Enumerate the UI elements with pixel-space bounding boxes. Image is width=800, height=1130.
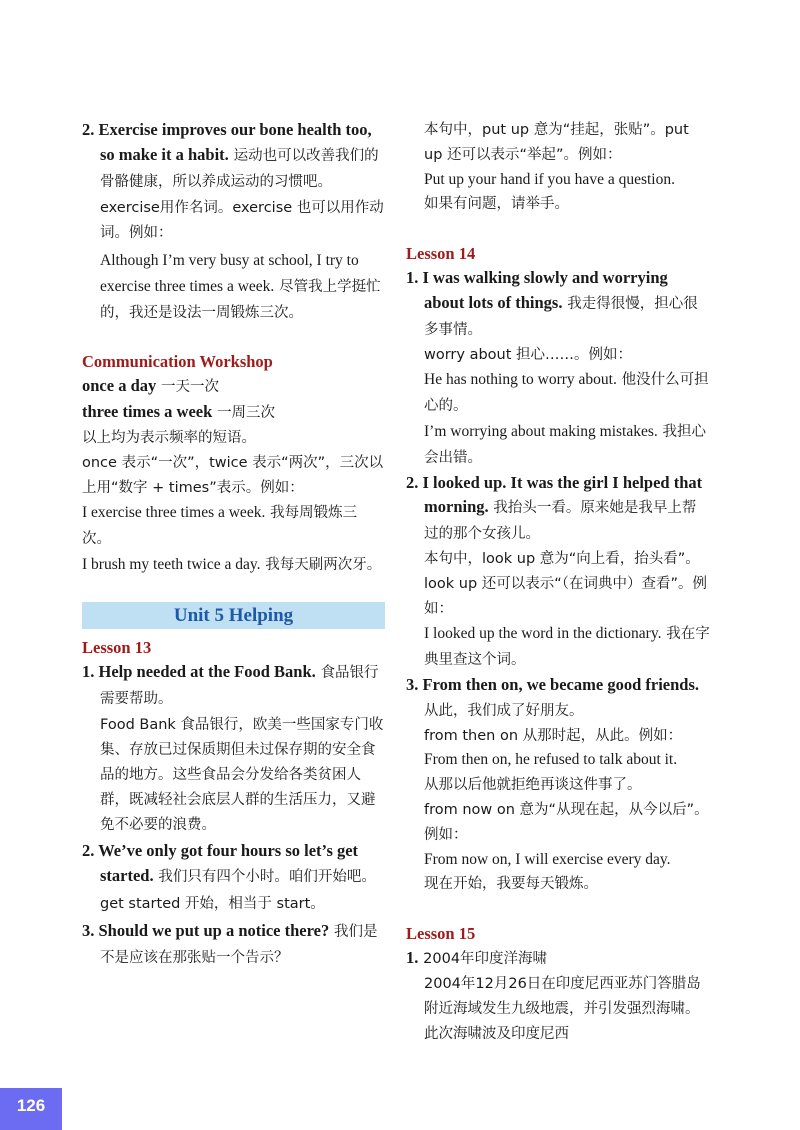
note-explanation: from then on 从那时起，从此。例如：: [424, 727, 683, 744]
example-sentence: He has nothing to worry about. 他没什么可担心的。: [424, 371, 709, 415]
unit-title-bar: Unit 5 Helping: [82, 602, 385, 629]
note-item-looked-up: 2. I looked up. It was the girl I helped that morning. 我抬头一看。原来她是我早上帮过的那个女孩儿。: [406, 472, 703, 543]
left-column: [82, 118, 385, 970]
note-item-get-started: 2. We’ve only got four hours so let’s get started. 我们只有四个小时。咱们开始吧。: [82, 841, 376, 886]
note-item-translation: 运动也可以改善我们的骨骼健康，所以养成运动的习惯吧。: [100, 147, 379, 190]
spacer: [406, 897, 710, 921]
section-heading-communication-workshop: Communication Workshop: [82, 352, 273, 372]
example-sentence: Put up your hand if you have a question.: [424, 170, 675, 188]
spacer: [406, 217, 710, 241]
note-explanation: get started 开始，相当于 start。: [100, 895, 325, 912]
spacer: [82, 325, 385, 349]
example-sentence: From now on, I will exercise every day.: [424, 850, 671, 868]
lesson-heading-14: Lesson 14: [406, 244, 476, 264]
example-sentence: I looked up the word in the dictionary. 我在字典里查这个词。: [424, 625, 710, 669]
example-sentence: From then on, he refused to talk about it.: [424, 751, 678, 769]
example-translation: 现在开始，我要每天锻炼。: [424, 876, 598, 893]
note-item-title: 2. Exercise improves our bone health too, so make it a habit.: [82, 120, 372, 164]
note-explanation: 以上均为表示频率的短语。: [82, 429, 256, 446]
note-item-tsunami: 1. 2004年印度洋海啸: [406, 948, 548, 968]
spacer: [82, 578, 385, 602]
note-explanation: once 表示“一次”，twice 表示“两次”，三次以上用“数字 + times”表示。例如：: [82, 454, 384, 496]
example-sentence: I’m worrying about making mistakes. 我担心会出错。: [424, 422, 707, 466]
note-explanation: worry about 担心……。例如：: [424, 346, 633, 363]
note-item-put-up: 3. Should we put up a notice there? 我们是不是应该在那张贴一个告示？: [82, 920, 378, 966]
note-explanation: 本句中，put up 意为“挂起，张贴”。put up 还可以表示“举起”。例如：: [424, 122, 689, 163]
example-sentence: Although I’m very busy at school, I try to exercise three times a week. 尽管我上学挺忙的，我还是设法一周锻炼三次。: [100, 251, 381, 321]
note-explanation: exercise用作名词。exercise 也可以用作动词。例如：: [100, 200, 384, 242]
note-item-food-bank: 1. Help needed at the Food Bank. 食品银行需要帮助。: [82, 661, 379, 707]
phrase-three-times-a-week: three times a week 一周三次: [82, 402, 276, 422]
example-translation: 从那以后他就拒绝再谈这件事了。: [424, 777, 642, 794]
note-item-from-then-on: 3. From then on, we became good friends. 从此，我们成了好朋友。: [406, 674, 700, 719]
example-sentence: I brush my teeth twice a day. 我每天刷两次牙。: [82, 555, 382, 573]
lesson-heading-15: Lesson 15: [406, 924, 476, 944]
note-explanation: from now on 意为“从现在起，从今以后”。例如：: [424, 801, 709, 843]
phrase-once-a-day: once a day 一天一次: [82, 376, 220, 396]
right-column: [406, 118, 710, 1046]
note-item-exercise: [82, 118, 385, 194]
note-explanation: 本句中，look up 意为“向上看，抬头看”。look up 还可以表示“（在词典中）查看”。例如：: [424, 550, 708, 617]
page-number: 126: [0, 1088, 62, 1130]
note-explanation: Food Bank 食品银行，欧美一些国家专门收集、存放已过保质期但未过保存期的安全食品的地方。这些食品会分发给各类贫困人群，既减轻社会底层人群的生活压力，又避免不必要的浪费。: [100, 717, 384, 833]
example-sentence: I exercise three times a week. 我每周锻炼三次。: [82, 504, 358, 548]
lesson-heading-13: Lesson 13: [82, 637, 152, 657]
example-translation: 如果有问题，请举手。: [424, 196, 569, 213]
note-item-worrying: 1. I was walking slowly and worrying about lots of things. 我走得很慢，担心很多事情。: [406, 268, 698, 338]
note-explanation: 2004年12月26日在印度尼西亚苏门答腊岛附近海域发生九级地震，并引发强烈海啸。此次海啸波及印度尼西: [424, 975, 701, 1042]
